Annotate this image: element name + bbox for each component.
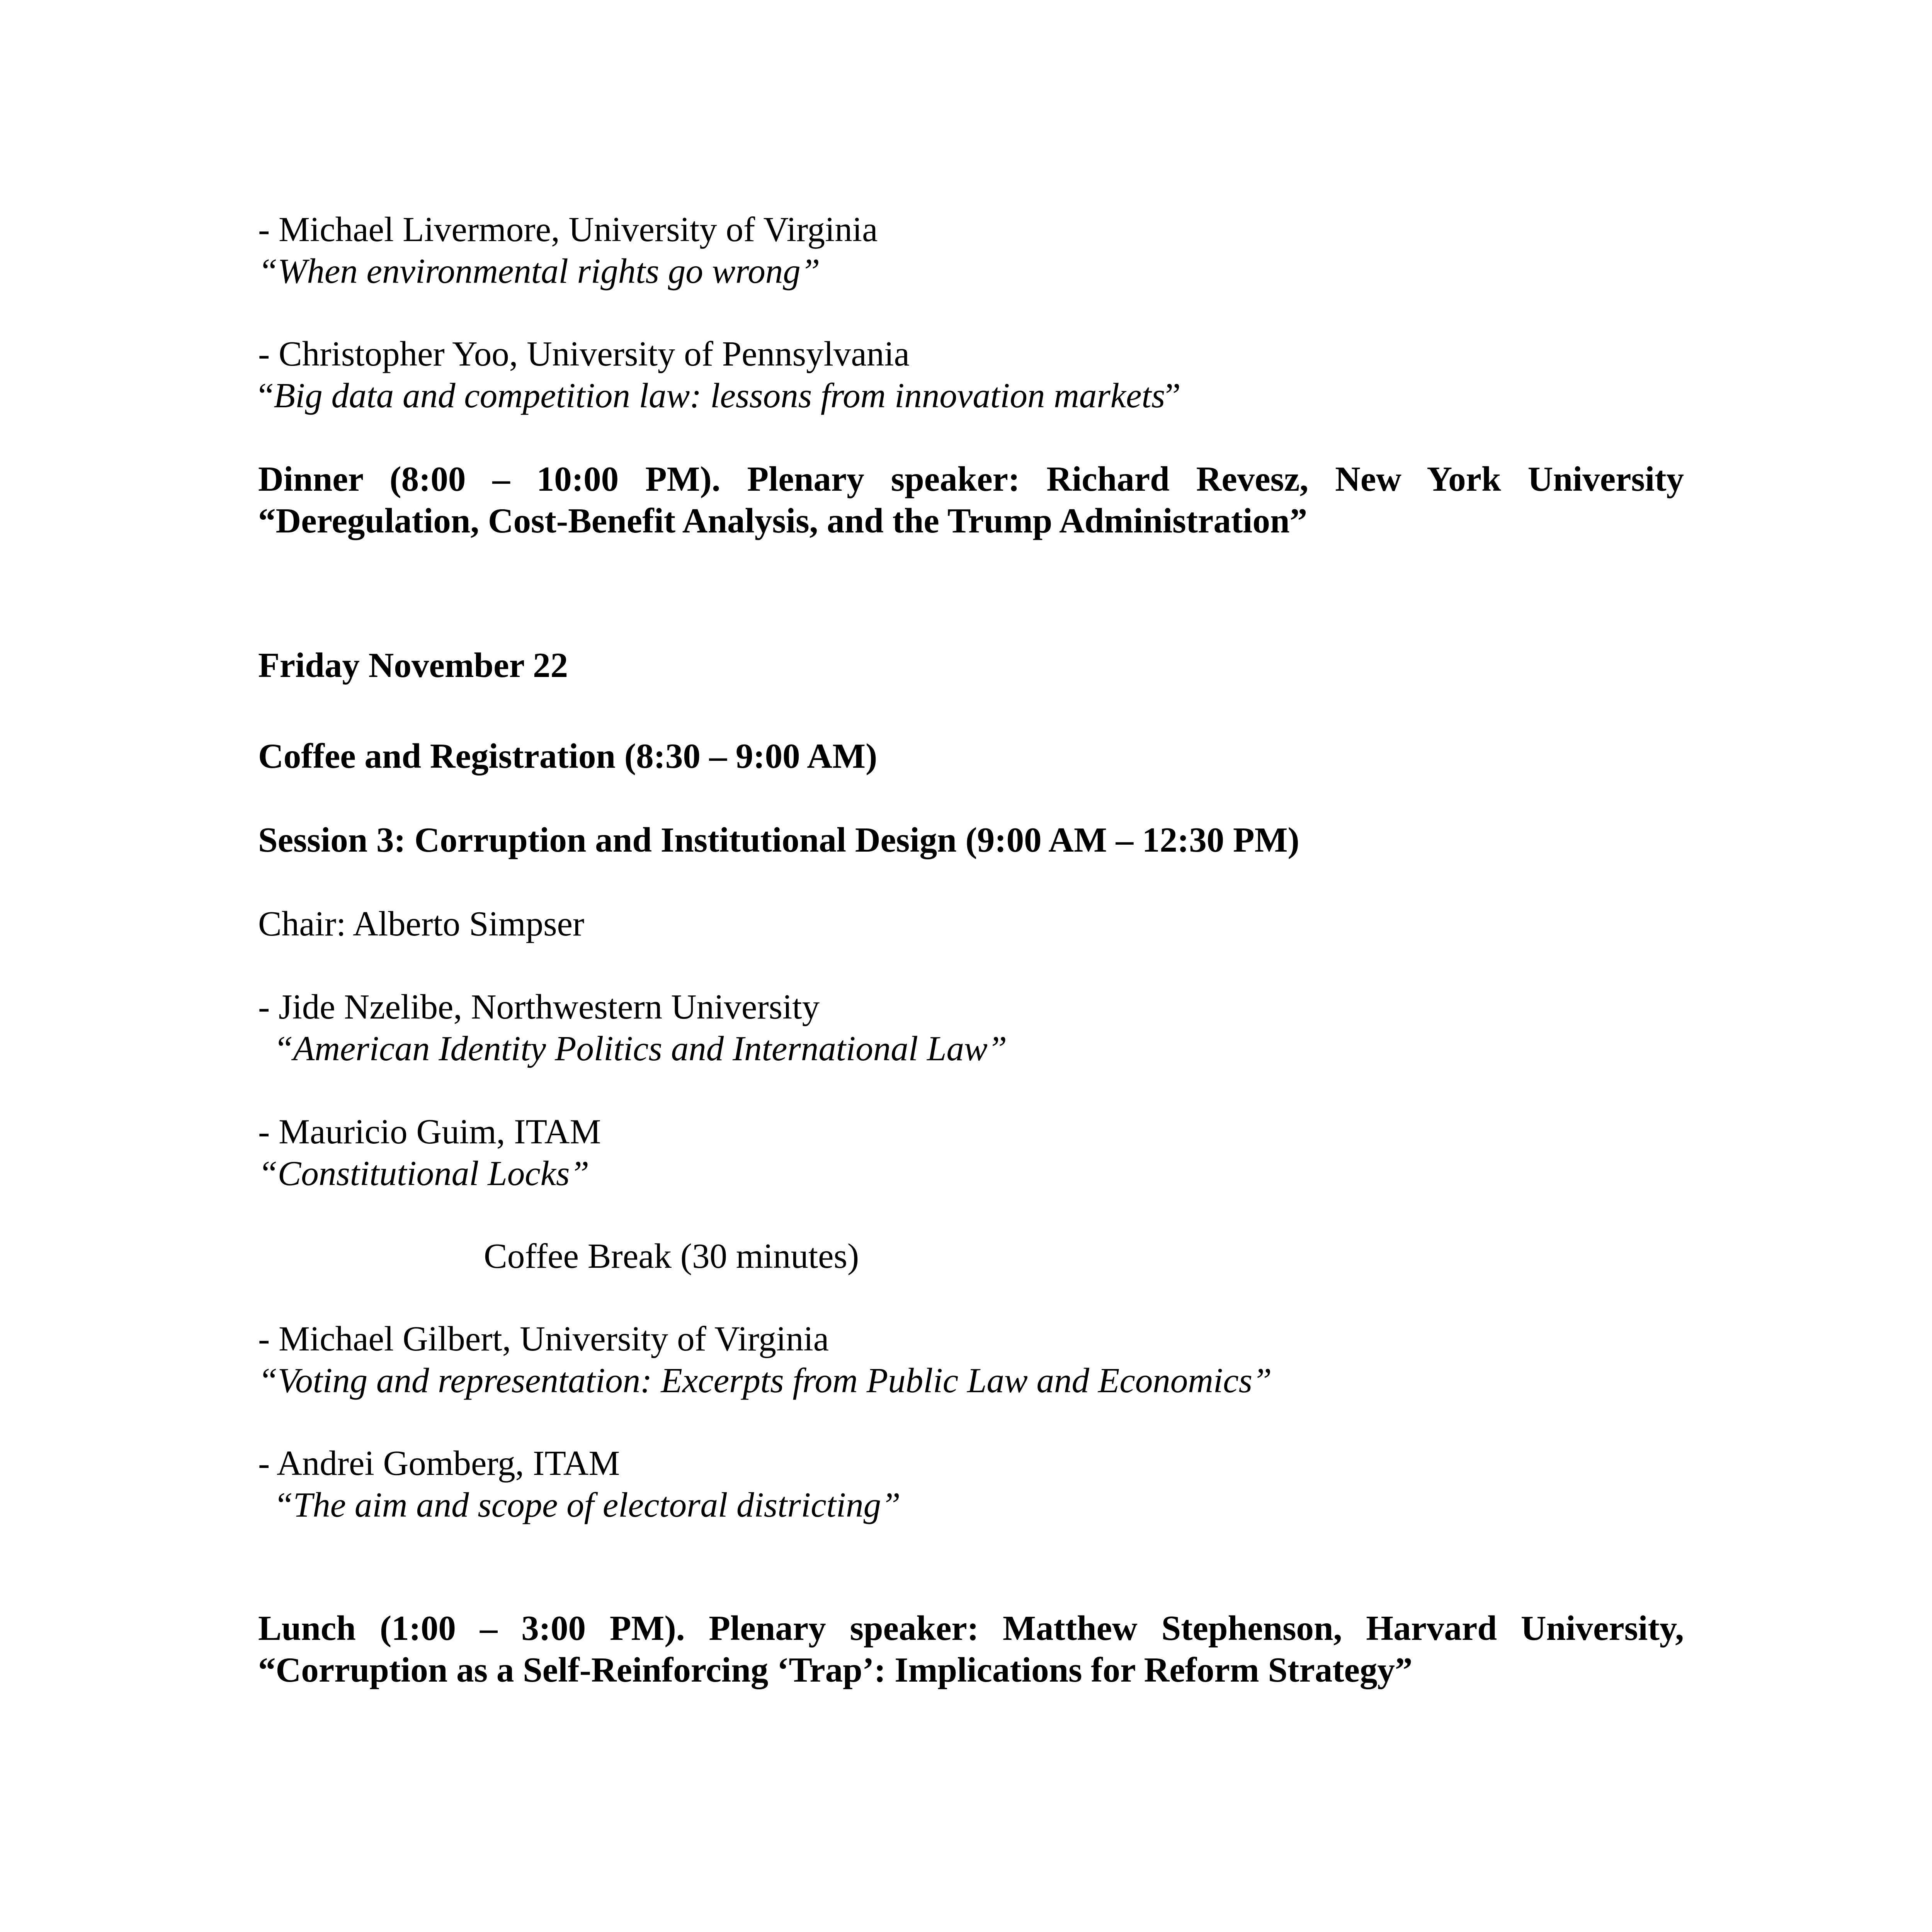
talk-gilbert	[258, 1318, 1688, 1401]
talk-guim	[258, 1111, 1688, 1194]
session3-heading: Session 3: Corruption and Institutional Design (9:00 AM – 12:30 PM)	[258, 820, 1299, 859]
speaker-name: - Jide Nzelibe, Northwestern University	[258, 987, 820, 1026]
talk-title: “Voting and representation: Excerpts from Public Law and Economics”	[258, 1361, 1272, 1400]
speaker-name: - Michael Gilbert, University of Virginia	[258, 1319, 829, 1358]
talk-title: “Big data and competition law: lessons from innovation markets”	[258, 376, 1181, 415]
speaker-name: - Mauricio Guim, ITAM	[258, 1112, 601, 1151]
talk-title: “The aim and scope of electoral districting”	[274, 1485, 901, 1524]
dinner-talk-title: “Deregulation, Cost-Benefit Analysis, and the Trump Administration”	[258, 501, 1308, 540]
lunch-line: Lunch (1:00 – 3:00 PM). Plenary speaker: Matthew Stephenson, Harvard University,	[258, 1609, 1684, 1648]
talk-title: “Constitutional Locks”	[258, 1154, 590, 1193]
speaker-name: - Christopher Yoo, University of Pennsylvania	[258, 334, 910, 373]
coffee-registration: Coffee and Registration (8:30 – 9:00 AM)	[258, 736, 878, 776]
lunch-block	[258, 1607, 1684, 1691]
day-heading: Friday November 22	[258, 646, 568, 685]
talk-nzelibe	[258, 986, 1688, 1070]
lunch-talk-title: “Corruption as a Self-Reinforcing ‘Trap’: Implications for Reform Strategy”	[258, 1650, 1413, 1689]
talk-gomberg	[258, 1442, 1688, 1526]
coffee-break: Coffee Break (30 minutes)	[484, 1236, 859, 1276]
speaker-name: - Andrei Gomberg, ITAM	[258, 1444, 620, 1483]
talk-title: “When environmental rights go wrong”	[258, 252, 820, 291]
session3-chair: Chair: Alberto Simpser	[258, 904, 585, 943]
dinner-line: Dinner (8:00 – 10:00 PM). Plenary speaker: Richard Revesz, New York University	[258, 459, 1684, 498]
talk-yoo	[258, 333, 1688, 417]
talk-title: “American Identity Politics and International Law”	[274, 1029, 1007, 1068]
dinner-block	[258, 458, 1684, 542]
speaker-name: - Michael Livermore, University of Virginia	[258, 210, 878, 249]
talk-livermore	[258, 209, 1688, 292]
